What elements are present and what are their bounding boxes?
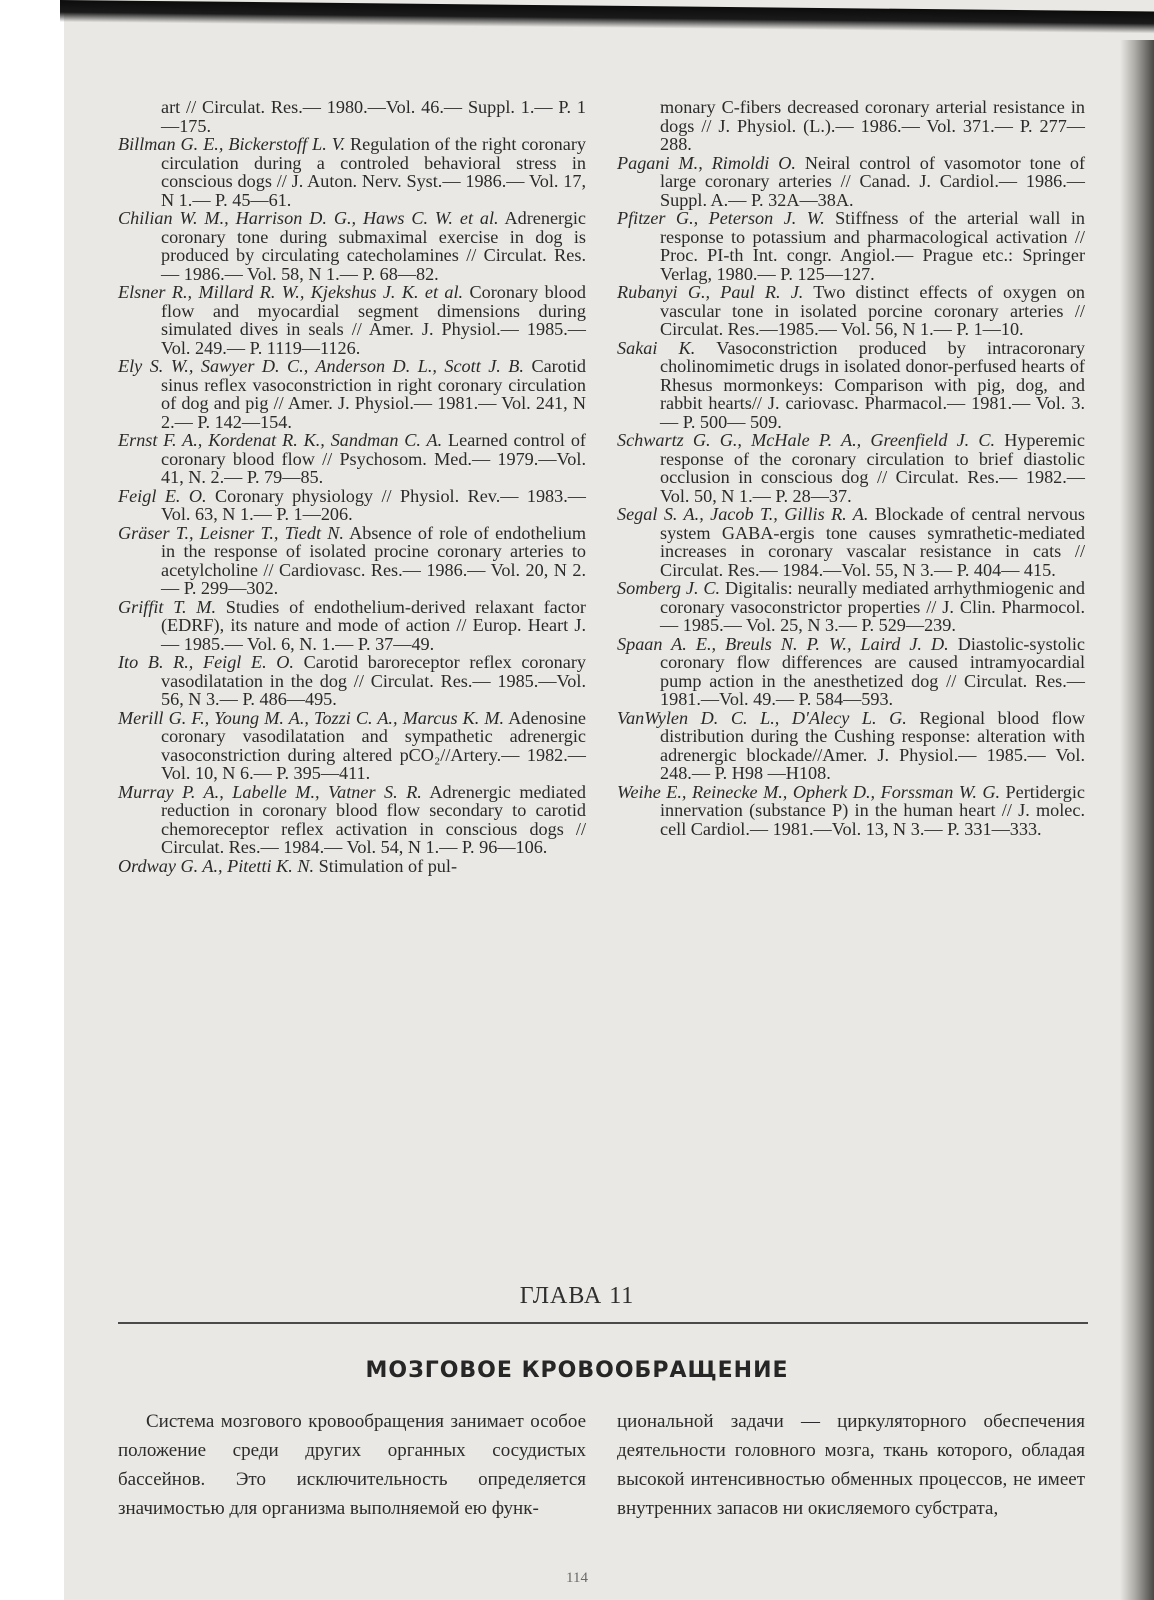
reference-authors: VanWylen D. C. L., D'Alecy L. G. (617, 707, 907, 728)
reference-entry (118, 98, 586, 135)
reference-entry (118, 487, 586, 524)
reference-entry (118, 209, 586, 283)
reference-text: Absence of role of endothelium in the response of isolated procine coronary arteries to acetylcholine // Cardiovasc. Res.— 1986.— Vol. 20, N 2.— P. 299—302. (161, 522, 587, 598)
reference-text: Diastolic-systolic coronary flow differences are caused intramyocardial pump action in the anesthetized dog // Circulat. Res.— 1981.—Vol. 49.— P. 584—593. (660, 633, 1085, 709)
reference-entry (118, 783, 586, 857)
reference-text: Studies of endothelium-derived relaxant factor (EDRF), its nature and mode of action // Europ. Heart J.— 1985.— Vol. 6, N. 1.— P. 37—49. (161, 596, 586, 654)
reference-text: Pertidergic innervation (substance P) in the human heart // J. molec. cell Cardiol.— 1981.—Vol. 13, N 3.— P. 331—333. (660, 781, 1086, 839)
reference-text: Regional blood flow distribution during the Cushing response: alteration with adrenergic blockade//Amer. J. Physiol.— 1985.— Vol. 248.— P. H98 —H108. (660, 707, 1085, 783)
reference-text: art // Circulat. Res.— 1980.—Vol. 46.— Suppl. 1.— P. 1—175. (161, 97, 586, 136)
reference-text: Two distinct effects of oxygen on vascular tone in isolated porcine coronary arteries // Circulat. Res.—1985.— Vol. 56, N 1.— P. 1—10. (660, 282, 1085, 339)
reference-text: Coronary physiology // Physiol. Rev.— 1983.— Vol. 63, N 1.— P. 1—206. (161, 485, 586, 524)
reference-authors: Murray P. A., Labelle M., Vatner S. R. (118, 781, 422, 802)
reference-authors: Pagani M., Rimoldi O. (617, 152, 796, 173)
reference-entry (617, 709, 1085, 783)
references-left-column (118, 98, 586, 875)
reference-text: Digitalis: neurally mediated arrhythmiogenic and coronary vasoconstrictor properties // J. Clin. Pharmocol.— 1985.— Vol. 25, N 3.— P. 529—239. (660, 578, 1085, 635)
reference-text: Carotid baroreceptor reflex coronary vasodilatation in the dog // Circulat. Res.— 1985.—Vol. 56, N 3.— P. 486—495. (161, 652, 586, 709)
reference-entry (617, 283, 1085, 339)
reference-authors: Gräser T., Leisner T., Tiedt N. (118, 522, 344, 543)
reference-text: Blockade of central nervous system GABA-ergis tone causes symrathetic-mediated increases in coronary vascalar resistance in cats // Circulat. Res.— 1984.—Vol. 55, N 3.— P. 404— 415. (660, 504, 1085, 580)
reference-authors: Rubanyi G., Paul R. J. (617, 282, 804, 302)
reference-authors: Elsner R., Millard R. W., Kjekshus J. K. et al. (118, 282, 464, 302)
reference-authors: Schwartz G. G., McHale P. A., Greenfield J. C. (617, 430, 996, 450)
reference-authors: Segal S. A., Jacob T., Gillis R. A. (617, 504, 869, 524)
reference-text: Hyperemic response of the coronary circulation to brief diastolic occlusion in conscious dog // Circulat. Res.— 1982.— Vol. 50, N 1.— P. 28—37. (660, 430, 1086, 506)
reference-entry (118, 524, 586, 598)
reference-entry (617, 98, 1085, 154)
chapter-label: ГЛАВА 11 (519, 1283, 635, 1309)
reference-text: Adenosine coronary vasodilatation and sympathetic adrenergic vasoconstriction during altered pCO₂//Artery.— 1982.— Vol. 10, N 6.— P. 395—411. (161, 707, 586, 783)
references-right-column (617, 98, 1085, 838)
reference-entry (118, 283, 586, 357)
reference-text: Stiffness of the arterial wall in response to potassium and pharmacological activation // Proc. PI-th Int. congr. Angiol.— Prague etc.: Springer Verlag, 1980.— P. 125—127. (660, 208, 1085, 284)
reference-entry (617, 339, 1085, 432)
reference-text: Adrenergic coronary tone during submaximal exercise in dog is produced by circulating catecholamines // Circulat. Res.— 1986.— Vol. 58, N 1.— P. 68—82. (161, 208, 586, 284)
reference-entry (118, 598, 586, 654)
reference-authors: Griffit T. M. (118, 596, 216, 617)
reference-text: Learned control of coronary blood flow // Psychosom. Med.— 1979.—Vol. 41, N. 2.— P. 79—85. (161, 430, 586, 487)
chapter-divider (118, 1322, 1088, 1324)
reference-entry (118, 135, 586, 209)
reference-text: Vasoconstriction produced by intracoronary cholinomimetic drugs in isolated donor-perfused hearts of Rhesus mormonkeys: Comparison with pig, dog, and rabbit hearts// J. cariovasc. Pharmacol.— 1981.— Vol. 3.— P. 500— 509. (660, 337, 1085, 432)
reference-authors: Ordway G. A., Pitetti K. N. (118, 855, 315, 876)
reference-authors: Merill G. F., Young M. A., Tozzi C. A., Marcus K. M. (118, 707, 505, 728)
reference-authors: Pfitzer G., Peterson J. W. (617, 208, 825, 228)
reference-entry (118, 709, 586, 783)
page-number: 114 (566, 1570, 588, 1586)
reference-entry (118, 431, 586, 487)
body-text-right: циональной задачи — циркуляторного обеспечения деятельности головного мозга, ткань которого, обладая высокой интенсивностью обменных процессов, не имеет внутренних запасов ни окисляемого субстрата, (617, 1411, 1085, 1519)
reference-entry (617, 635, 1085, 709)
chapter-title: МОЗГОВОЕ КРОВООБРАЩЕНИЕ (365, 1358, 789, 1383)
reference-text: Stimulation of pul- (314, 855, 458, 876)
reference-authors: Ito B. R., Feigl E. O. (118, 652, 294, 672)
reference-authors: Chilian W. M., Harrison D. G., Haws C. W. et al. (118, 208, 499, 228)
reference-entry (617, 579, 1085, 635)
reference-text: Regulation of the right coronary circulation during a controled behavioral stress in conscious dogs // J. Auton. Nerv. Syst.— 1986.— Vol. 17, N 1.— P. 45—61. (161, 134, 586, 210)
reference-authors: Sakai K. (617, 337, 696, 358)
reference-text: monary C-fibers decreased coronary arterial resistance in dogs // J. Physiol. (L.).— 1986.— Vol. 371.— P. 277—288. (660, 97, 1085, 154)
reference-authors: Ely S. W., Sawyer D. C., Anderson D. L., Scott J. B. (118, 356, 524, 376)
scan-top-shadow (60, 0, 1154, 33)
reference-entry (617, 154, 1085, 210)
reference-authors: Ernst F. A., Kordenat R. K., Sandman C. A. (118, 430, 443, 450)
reference-entry (118, 357, 586, 431)
reference-authors: Somberg J. C. (617, 578, 721, 598)
reference-text: Neiral control of vasomotor tone of large coronary arteries // Canad. J. Cardiol.— 1986.—Suppl. A.— P. 32A—38A. (660, 152, 1085, 210)
reference-entry (118, 857, 586, 876)
reference-authors: Billman G. E., Bickerstoff L. V. (118, 134, 346, 154)
reference-entry (617, 505, 1085, 579)
reference-authors: Spaan A. E., Breuls N. P. W., Laird J. D. (617, 633, 949, 654)
reference-text: Adrenergic mediated reduction in coronary blood flow secondary to carotid chemoreceptor reflex activation in conscious dogs // Circulat. Res.— 1984.— Vol. 54, N 1.— P. 96—106. (161, 781, 586, 857)
reference-entry (118, 653, 586, 709)
reference-text: Carotid sinus reflex vasoconstriction in right coronary circulation of dog and pig // Amer. J. Physiol.— 1981.— Vol. 241, N 2.— P. 142—154. (161, 356, 586, 432)
reference-text: Coronary blood flow and myocardial segment dimensions during simulated dives in seals // Amer. J. Physiol.— 1985.— Vol. 249.— P. 1119—1126. (161, 282, 587, 358)
body-text-left: Система мозгового кровообращения занимает особое положение среди других органных сосудистых бассейнов. Это исключительность определяется значимостью для организма выполняемой ею функ- (118, 1411, 586, 1519)
reference-authors: Feigl E. O. (118, 485, 207, 506)
reference-entry (617, 431, 1085, 505)
reference-entry (617, 783, 1085, 839)
reference-entry (617, 209, 1085, 283)
reference-authors: Weihe E., Reinecke M., Opherk D., Forssman W. G. (617, 781, 1001, 802)
